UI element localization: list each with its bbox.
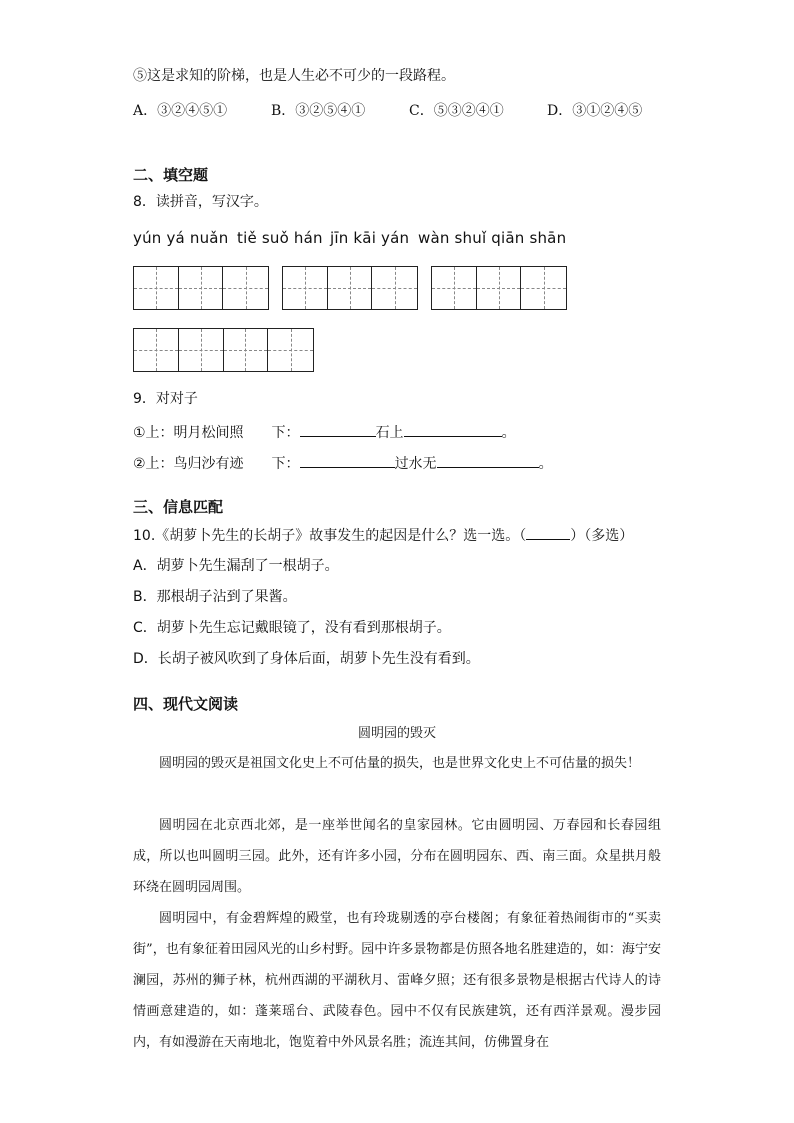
writing-cell[interactable] xyxy=(134,267,179,309)
reading-paragraph-2: 圆明园在北京西北郊，是一座举世闻名的皇家园林。它由圆明园、万春园和长春园组成，所以也叫圆明三园。此外，还有许多小园，分布在圆明园东、西、南三面。众星拱月般环绕在圆明园周围。 xyxy=(133,818,661,895)
writing-cell[interactable] xyxy=(328,267,373,309)
section-2-title: 二、填空题 xyxy=(133,166,209,184)
section-4-title: 四、现代文阅读 xyxy=(133,695,239,713)
q9-blank-1[interactable] xyxy=(300,422,376,437)
q8-pinyin-4: wàn shuǐ qiān shān xyxy=(418,229,567,247)
q9-line-2 xyxy=(133,453,553,473)
q8-pinyin-1: yún yá nuǎn xyxy=(133,229,229,247)
q7-option-a[interactable]: A．③②④⑤① xyxy=(133,103,228,119)
reading-paragraph-3: 圆明园中，有金碧辉煌的殿堂，也有玲珑剔透的亭台楼阁；有象征着热闹街市的“买卖街”，也有象征着田园风光的山乡村野。园中许多景物都是仿照各地名胜建造的，如：海宁安澜园，苏州的狮子林，杭州西湖的平湖秋月、雷峰夕照；还有很多景物是根据古代诗人的诗情画意建造的，如：蓬莱瑶台、武陵春色。园中不仅有民族建筑，还有西洋景观。漫步园内，有如漫游在天南地北，饱览着中外风景名胜；流连其间，仿佛置身在 xyxy=(133,911,661,1050)
writing-cell[interactable] xyxy=(521,267,566,309)
q8-prompt: 8．读拼音，写汉字。 xyxy=(133,194,268,210)
q7-item5: ⑤这是求知的阶梯，也是人生必不可少的一段路程。 xyxy=(133,68,455,84)
writing-cell[interactable] xyxy=(283,267,328,309)
writing-cell[interactable] xyxy=(268,329,313,371)
q10-option-a[interactable]: A．胡萝卜先生漏刮了一根胡子。 xyxy=(133,558,339,574)
q8-writing-grid-3[interactable] xyxy=(431,266,567,310)
q9-line2-end: 。 xyxy=(538,456,553,472)
reading-title: 圆明园的毁灭 xyxy=(357,726,436,741)
q7-option-c[interactable]: C．⑤③②④① xyxy=(409,103,504,119)
q9-prompt: 9．对对子 xyxy=(133,391,198,407)
q9-line2-prefix: ②上：鸟归沙有迹 下： xyxy=(133,456,300,472)
q9-blank-3[interactable] xyxy=(300,453,395,468)
q8-pinyin-2: tiě suǒ hán xyxy=(237,229,323,247)
q8-pinyin-3: jīn kāi yán xyxy=(330,229,410,247)
q9-blank-4[interactable] xyxy=(437,453,539,468)
q10-prompt-text: 10.《胡萝卜先生的长胡子》故事发生的起因是什么？选一选。（ xyxy=(133,528,527,544)
reading-paragraph-1: 圆明园的毁灭是祖国文化史上不可估量的损失，也是世界文化史上不可估量的损失！ xyxy=(159,756,641,771)
q8-writing-grid-1[interactable] xyxy=(133,266,269,310)
q7-option-d[interactable]: D．③①②④⑤ xyxy=(547,103,643,119)
q9-line2-middle: 过水无 xyxy=(394,456,437,472)
q10-prompt xyxy=(133,525,633,545)
writing-cell[interactable] xyxy=(224,329,269,371)
q10-answer-blank[interactable] xyxy=(526,525,570,540)
q10-option-b[interactable]: B．那根胡子沾到了果酱。 xyxy=(133,589,297,605)
section-3-title: 三、信息匹配 xyxy=(133,498,224,516)
q9-blank-2[interactable] xyxy=(404,422,502,437)
writing-cell[interactable] xyxy=(179,329,224,371)
writing-cell[interactable] xyxy=(223,267,268,309)
q9-line1-prefix: ①上：明月松间照 下： xyxy=(133,425,300,441)
q8-writing-grid-2[interactable] xyxy=(282,266,418,310)
q8-writing-grid-4[interactable] xyxy=(133,328,314,372)
writing-cell[interactable] xyxy=(477,267,522,309)
writing-cell[interactable] xyxy=(134,329,179,371)
q10-option-c[interactable]: C．胡萝卜先生忘记戴眼镜了，没有看到那根胡子。 xyxy=(133,620,451,636)
writing-cell[interactable] xyxy=(179,267,224,309)
q9-line-1 xyxy=(133,422,516,442)
q9-line1-end: 。 xyxy=(501,425,516,441)
q9-line1-middle: 石上 xyxy=(375,425,404,441)
q10-option-d[interactable]: D．长胡子被风吹到了身体后面，胡萝卜先生没有看到。 xyxy=(133,651,480,667)
q10-prompt-suffix: ）（多选） xyxy=(570,528,634,544)
q7-option-b[interactable]: B．③②⑤④① xyxy=(271,103,366,119)
writing-cell[interactable] xyxy=(372,267,417,309)
writing-cell[interactable] xyxy=(432,267,477,309)
